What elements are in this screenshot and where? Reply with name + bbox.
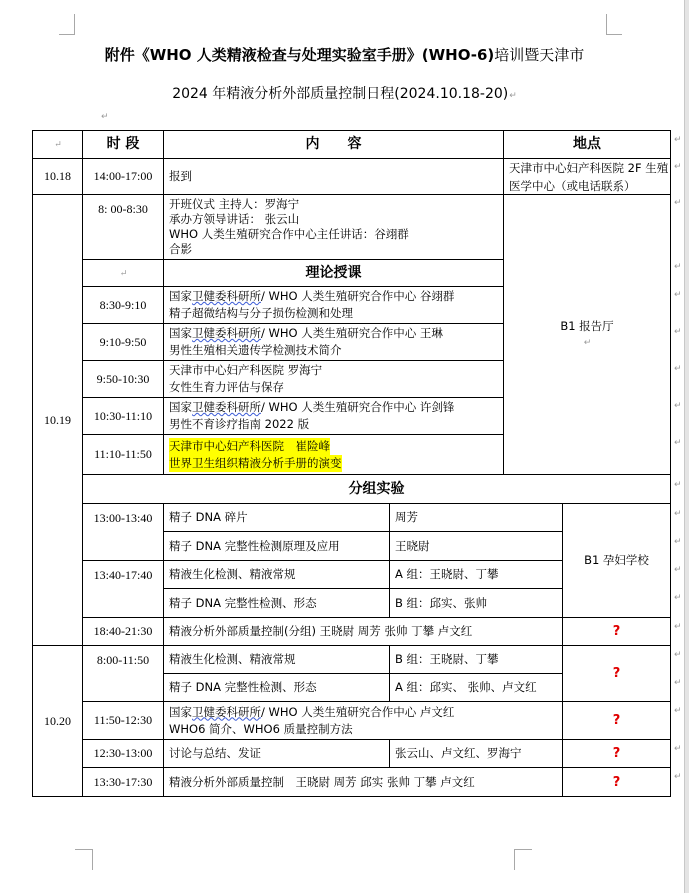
lecture-line1: 天津市中心妇产科医院 罗海宁 — [169, 363, 323, 377]
paragraph-mark-icon: ↵ — [674, 364, 682, 374]
lecture-line1 — [169, 288, 503, 305]
lab-staff: A 组：邱实、 张帅、卢文红 — [395, 680, 537, 694]
header-time-cell — [82, 130, 164, 159]
content-cell — [163, 158, 504, 195]
location-cell-unknown — [562, 739, 671, 768]
paragraph-mark-icon: ↵ — [674, 565, 682, 575]
paragraph-mark-icon: ↵ — [674, 744, 682, 754]
lecture-topic: 男性不育诊疗指南 2022 版 — [169, 417, 310, 431]
location-cell-lab — [562, 503, 671, 618]
summary-staff: 张云山、卢文红、罗海宁 — [395, 746, 522, 760]
date-cell-day3 — [32, 645, 83, 797]
question-mark-icon: ? — [612, 713, 621, 728]
evening-content-cell — [163, 617, 563, 646]
lecture-content-cell — [163, 323, 504, 361]
paragraph-mark-icon: ↵ — [583, 337, 592, 348]
time-text: 11:50-12:30 — [93, 713, 153, 727]
time-cell — [82, 560, 164, 618]
lab-staff-cell — [389, 503, 563, 532]
paragraph-mark-icon: ↵ — [674, 622, 682, 632]
location-cell-unknown — [562, 767, 671, 797]
location-text: 天津市中心妇产科医院 2F 生殖医学中心（或电话联系） — [509, 160, 669, 193]
lecture-topic: 男性生殖相关遗传学检测技术简介 — [169, 343, 342, 357]
header-location: 地点 — [573, 136, 601, 152]
spellcheck-text: 卫健委科研所 — [192, 704, 261, 719]
summary-content: 讨论与总结、发证 — [169, 746, 261, 760]
paragraph-mark-icon: ↵ — [674, 438, 682, 448]
question-mark-icon: ? — [612, 624, 621, 639]
time-cell — [82, 701, 164, 740]
title-line2-text: 2024 年精液分析外部质量控制日程(2024.10.18-20) — [172, 86, 509, 102]
lab-staff-cell — [389, 673, 563, 702]
paragraph-mark-icon: ↵ — [674, 706, 682, 716]
header-time: 时 段 — [106, 136, 140, 152]
paragraph-mark-icon: ↵ — [674, 135, 682, 145]
location-cell-unknown — [562, 617, 671, 646]
paragraph-mark-icon: ↵ — [674, 480, 682, 490]
theory-header-time-cell — [82, 259, 164, 287]
lab-content: 精液生化检测、精液常规 — [169, 567, 296, 581]
paragraph-mark-icon: ↵ — [674, 262, 682, 272]
margin-corner-mark — [59, 14, 75, 35]
paragraph-mark-icon: ↵ — [674, 537, 682, 547]
lecture-content-cell — [163, 397, 504, 435]
time-cell — [82, 434, 164, 475]
page-edge — [684, 0, 689, 893]
time-cell — [82, 194, 164, 260]
time-text: 8:30-9:10 — [99, 297, 147, 312]
lab-content: 精子 DNA 完整性检测、形态 — [169, 680, 317, 694]
lecture-speaker: / WHO 人类生殖研究合作中心 卢文红 — [261, 704, 455, 719]
time-text: 13:40-17:40 — [93, 568, 153, 582]
time-text: 10:30-11:10 — [93, 408, 153, 423]
paragraph-mark-icon: ↵ — [674, 327, 682, 337]
lecture-speaker: / WHO 人类生殖研究合作中心 王琳 — [261, 326, 443, 340]
lecture-line1-highlighted: 天津市中心妇产科医院 崔险峰 — [169, 438, 330, 453]
summary-content-cell — [163, 739, 390, 768]
lecture-speaker: / WHO 人类生殖研究合作中心 谷翊群 — [261, 289, 455, 303]
paragraph-mark-icon: ↵ — [674, 401, 682, 411]
lab-staff: B 组：邱实、张帅 — [395, 595, 488, 610]
lab-staff-cell — [389, 588, 563, 618]
date-day1: 10.18 — [44, 169, 71, 183]
theory-header: 理论授课 — [305, 264, 362, 281]
paragraph-mark-icon: ↵ — [674, 509, 682, 519]
header-date-cell — [32, 130, 83, 159]
time-text: 9:50-10:30 — [96, 371, 150, 386]
summary-staff-cell — [389, 739, 563, 768]
header-content-cell — [163, 130, 504, 159]
time-cell — [82, 767, 164, 797]
paragraph-mark-icon: ↵ — [674, 678, 682, 688]
paragraph-mark-icon: ↵ — [674, 198, 682, 208]
time-cell — [82, 323, 164, 361]
lab-content: 精液生化检测、精液常规 — [169, 652, 296, 666]
location-cell-theory — [503, 194, 671, 475]
time-cell — [82, 158, 164, 195]
lecture-org: 国家 — [169, 704, 192, 719]
time-cell — [82, 503, 164, 561]
lecture-topic: 女性生育力评估与保存 — [169, 380, 284, 394]
opening-line: WHO 人类生殖研究合作中心主任讲话：谷翊群 — [169, 227, 409, 241]
lecture-org: 国家 — [169, 400, 192, 414]
afternoon-content-cell — [163, 767, 563, 797]
time-text: 18:40-21:30 — [93, 624, 153, 638]
paragraph-mark-icon: ↵ — [674, 772, 682, 782]
lecture-content-cell — [163, 286, 504, 324]
spellcheck-text: 卫健委科研所 — [192, 400, 261, 414]
paragraph-mark-icon: ↵ — [119, 267, 128, 278]
margin-corner-mark — [606, 14, 622, 35]
lab-content-cell — [163, 560, 390, 589]
lab-header: 分组实验 — [348, 480, 405, 497]
lab-staff: 周芳 — [395, 510, 418, 524]
time-text: 8:00-11:50 — [96, 653, 150, 667]
lab-staff-cell — [389, 645, 563, 674]
time-text: 14:00-17:00 — [93, 169, 153, 183]
lab-content-cell — [163, 588, 390, 618]
lecture-topic: WHO6 简介、WHO6 质量控制方法 — [169, 721, 353, 736]
lecture-line1 — [169, 325, 503, 342]
lab-content-cell — [163, 503, 390, 532]
lab-staff-cell — [389, 531, 563, 561]
lecture-line1 — [169, 704, 562, 721]
lecture-line1 — [169, 399, 503, 416]
location-cell-day1 — [503, 158, 671, 195]
header-content: 内 容 — [305, 136, 362, 152]
opening-content-cell — [163, 194, 504, 260]
lab-content-cell — [163, 531, 390, 561]
question-mark-icon: ? — [612, 746, 621, 761]
title-rest: 培训暨天津市 — [494, 46, 585, 64]
content-text: 报到 — [169, 169, 192, 183]
time-text: 9:10-9:50 — [99, 334, 147, 349]
question-mark-icon: ? — [612, 666, 621, 681]
lecture-content-cell-highlighted — [163, 434, 504, 475]
lab-header-cell — [82, 474, 671, 504]
lecture-org: 国家 — [169, 289, 192, 303]
lab-content: 精子 DNA 完整性检测原理及应用 — [169, 538, 340, 553]
evening-content: 精液分析外部质量控制(分组) 王晓尉 周芳 张帅 丁攀 卢文红 — [169, 624, 473, 638]
afternoon-content: 精液分析外部质量控制 王晓尉 周芳 邱实 张帅 丁攀 卢文红 — [169, 774, 475, 789]
time-text: 13:00-13:40 — [93, 511, 153, 525]
date-day2: 10.19 — [44, 412, 71, 427]
location-cell-unknown — [562, 645, 671, 702]
spellcheck-text: 卫健委科研所 — [192, 289, 261, 303]
lab-content: 精子 DNA 碎片 — [169, 510, 248, 524]
paragraph-mark-icon: ↵ — [101, 112, 109, 122]
time-text: 12:30-13:00 — [93, 746, 153, 760]
lecture-content-cell — [163, 360, 504, 398]
time-text: 11:10-11:50 — [94, 447, 152, 461]
opening-line: 开班仪式 主持人：罗海宁 — [169, 197, 300, 211]
paragraph-mark-icon: ↵ — [674, 290, 682, 300]
lab-staff: A 组：王晓尉、丁攀 — [395, 567, 499, 581]
location-text: B1 孕妇学校 — [584, 553, 649, 567]
document-title-line2 — [0, 83, 689, 103]
time-cell — [82, 645, 164, 702]
spellcheck-text: 卫健委科研所 — [192, 326, 261, 340]
document-title-line1 — [0, 44, 689, 65]
location-cell-unknown — [562, 701, 671, 740]
lab-content: 精子 DNA 完整性检测、形态 — [169, 595, 317, 610]
time-cell — [82, 360, 164, 398]
time-cell — [82, 397, 164, 435]
title-bold-part: 附件《WHO 人类精液检查与处理实验室手册》(WHO-6) — [104, 46, 495, 64]
lab-staff: 王晓尉 — [395, 538, 430, 553]
opening-line: 承办方领导讲话： 张云山 — [169, 212, 300, 226]
time-text: 8: 00-8:30 — [98, 202, 148, 216]
lecture-speaker: / WHO 人类生殖研究合作中心 许剑锋 — [261, 400, 455, 414]
paragraph-mark-icon: ↵ — [674, 650, 682, 660]
lab-staff-cell — [389, 560, 563, 589]
theory-header-cell — [163, 259, 504, 287]
paragraph-mark-icon: ↵ — [54, 139, 62, 149]
date-cell-day1 — [32, 158, 83, 195]
time-cell — [82, 739, 164, 768]
date-cell-day2 — [32, 194, 83, 646]
margin-corner-mark — [514, 849, 532, 870]
lecture-topic: 精子超微结构与分子损伤检测和处理 — [169, 306, 353, 320]
paragraph-mark-icon: ↵ — [674, 593, 682, 603]
lab-staff: B 组：王晓尉、丁攀 — [395, 652, 499, 666]
lecture-org: 国家 — [169, 326, 192, 340]
paragraph-mark-icon: ↵ — [674, 162, 682, 172]
lab-content-cell — [163, 673, 390, 702]
opening-line: 合影 — [169, 242, 192, 256]
date-day3: 10.20 — [44, 713, 71, 728]
question-mark-icon: ? — [612, 774, 621, 790]
lab-content-cell — [163, 645, 390, 674]
location-text: B1 报告厅 — [560, 318, 614, 333]
margin-corner-mark — [75, 849, 93, 870]
time-cell — [82, 617, 164, 646]
time-cell — [82, 286, 164, 324]
lecture-topic-highlighted: 世界卫生组织精液分析手册的演变 — [169, 455, 342, 470]
lecture-content-cell — [163, 701, 563, 740]
header-location-cell — [503, 130, 671, 159]
paragraph-mark-icon: ↵ — [509, 91, 517, 101]
time-text: 13:30-17:30 — [93, 774, 153, 789]
